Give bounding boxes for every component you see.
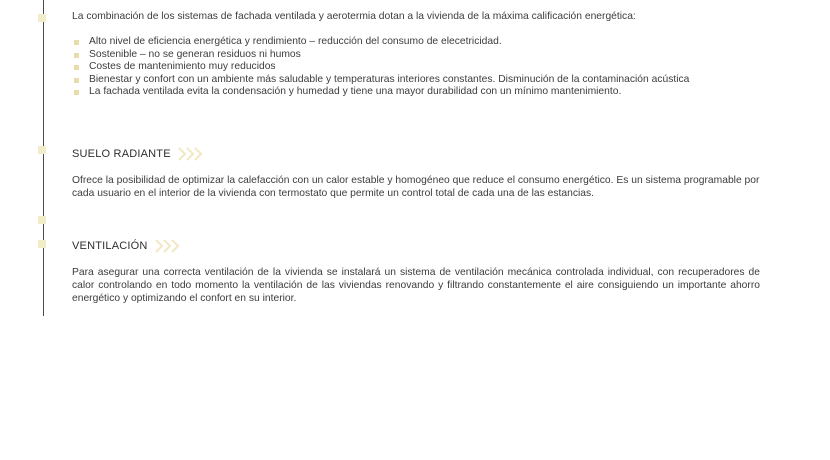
bullet-square-icon: [74, 65, 79, 70]
list-item: Bienestar y confort con un ambiente más saludable y temperaturas interiores constantes. Disminución de la contaminación acústica: [72, 74, 760, 87]
list-item: Costes de mantenimiento muy reducidos: [72, 61, 760, 74]
bullet-square-icon: [74, 78, 79, 83]
intro-paragraph: La combinación de los sistemas de fachada ventilada y aerotermia dotan a la vivienda de la máxima calificación energética:: [72, 11, 636, 22]
list-item: La fachada ventilada evita la condensación y humedad y tiene una mayor durabilidad con un mínimo mantenimiento.: [72, 86, 760, 99]
bullet-square-icon: [74, 40, 79, 45]
list-item: Alto nivel de eficiencia energética y rendimiento – reducción del consumo de elecetricidad.: [72, 36, 760, 49]
timeline-marker: [38, 146, 46, 154]
list-item: Sostenible – no se generan residuos ni humos: [72, 49, 760, 62]
benefits-list: [72, 36, 760, 99]
section-body-ventilacion: Para asegurar una correcta ventilación de la vivienda se instalará un sistema de ventilación mecánica controlada individual, con recuperadores de calor controlando en todo momento la ventilación de las viviendas renovando y filtrando constantemente el aire consiguiendo un importante ahorro energético y optimizando el confort en su interior.: [72, 267, 760, 304]
section-heading-ventilacion: VENTILACIÓN: [72, 238, 180, 254]
bullet-square-icon: [74, 53, 79, 58]
chevrons-icon: [177, 146, 203, 162]
timeline-marker: [38, 216, 46, 224]
bullet-square-icon: [74, 90, 79, 95]
section-body-suelo-radiante: Ofrece la posibilidad de optimizar la calefacción con un calor estable y homogéneo que reduce el consumo energético. Es un sistema programable por cada usuario en el interior de la vivienda con termostato que permite un control total de cada una de las estancias.: [72, 175, 760, 199]
timeline-line: [43, 0, 44, 316]
timeline-marker: [38, 240, 46, 248]
section-heading-suelo-radiante: SUELO RADIANTE: [72, 146, 203, 162]
timeline-marker: [38, 14, 46, 22]
chevrons-icon: [154, 238, 180, 254]
